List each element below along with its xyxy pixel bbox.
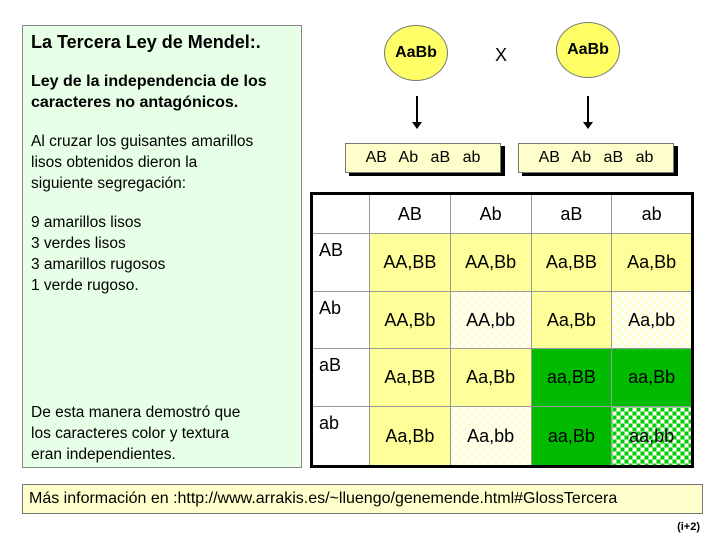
table-row [312, 291, 693, 349]
row-header: aB [312, 349, 370, 407]
page-number: (i+2) [677, 521, 700, 533]
col-header: AB [370, 194, 451, 234]
left-panel [22, 25, 302, 468]
genotype-cell: AA,BB [370, 234, 451, 292]
genotype-cell: AA,bb [450, 291, 531, 349]
genotype-cell: Aa,Bb [531, 291, 612, 349]
header-row [312, 194, 693, 234]
genotype-cell: aa,bb [612, 407, 693, 467]
conclusion-text [31, 402, 240, 465]
cross-symbol: X [495, 45, 508, 65]
genotype-cell: Aa,bb [450, 407, 531, 467]
conclusion-line: De esta manera demostró que [31, 404, 241, 421]
arrow-down-icon [587, 96, 589, 123]
col-header: ab [612, 194, 693, 234]
result-item: 3 verdes lisos [31, 235, 126, 252]
genotype-cell: Aa,BB [370, 349, 451, 407]
arrow-down-icon [416, 96, 418, 123]
conclusion-line: los caracteres color y textura [31, 425, 230, 442]
row-header: Ab [312, 291, 370, 349]
subtitle-line: caracteres no antagónicos. [31, 94, 239, 111]
result-item: 3 amarillos rugosos [31, 256, 166, 273]
law-subtitle [31, 71, 293, 113]
result-item: 1 verde rugoso. [31, 277, 139, 294]
genotype-cell: aa,Bb [612, 349, 693, 407]
col-header: aB [531, 194, 612, 234]
row-header: ab [312, 407, 370, 467]
punnett-square [310, 192, 694, 468]
parent-1-genotype: AaBb [384, 25, 448, 81]
col-header: Ab [450, 194, 531, 234]
gametes-parent-2: AB Ab aB ab [518, 143, 674, 173]
more-info-link[interactable]: Más información en :http://www.arrakis.es/~lluengo/genemende.html#GlossTercera [22, 484, 703, 514]
subtitle-line: Ley de la independencia de los [31, 73, 267, 90]
table-row [312, 349, 693, 407]
genotype-cell: AA,Bb [450, 234, 531, 292]
gametes-parent-1: AB Ab aB ab [345, 143, 501, 173]
results-list [31, 212, 293, 296]
intro-line: siguiente segregación: [31, 175, 187, 192]
genotype-cell: AA,Bb [370, 291, 451, 349]
row-header: AB [312, 234, 370, 292]
genotype-cell: aa,BB [531, 349, 612, 407]
corner-cell [312, 194, 370, 234]
result-item: 9 amarillos lisos [31, 214, 142, 231]
intro-text [31, 131, 293, 194]
genotype-cell: aa,Bb [531, 407, 612, 467]
parent-2-genotype: AaBb [556, 22, 620, 78]
table-row [312, 234, 693, 292]
conclusion-line: eran independientes. [31, 446, 176, 463]
page-title: La Tercera Ley de Mendel:. [31, 32, 261, 52]
genotype-cell: Aa,Bb [612, 234, 693, 292]
genotype-cell: Aa,BB [531, 234, 612, 292]
genotype-cell: Aa,bb [612, 291, 693, 349]
genotype-cell: Aa,Bb [450, 349, 531, 407]
intro-line: Al cruzar los guisantes amarillos [31, 133, 254, 150]
intro-line: lisos obtenidos dieron la [31, 154, 198, 171]
table-row [312, 407, 693, 467]
genotype-cell: Aa,Bb [370, 407, 451, 467]
